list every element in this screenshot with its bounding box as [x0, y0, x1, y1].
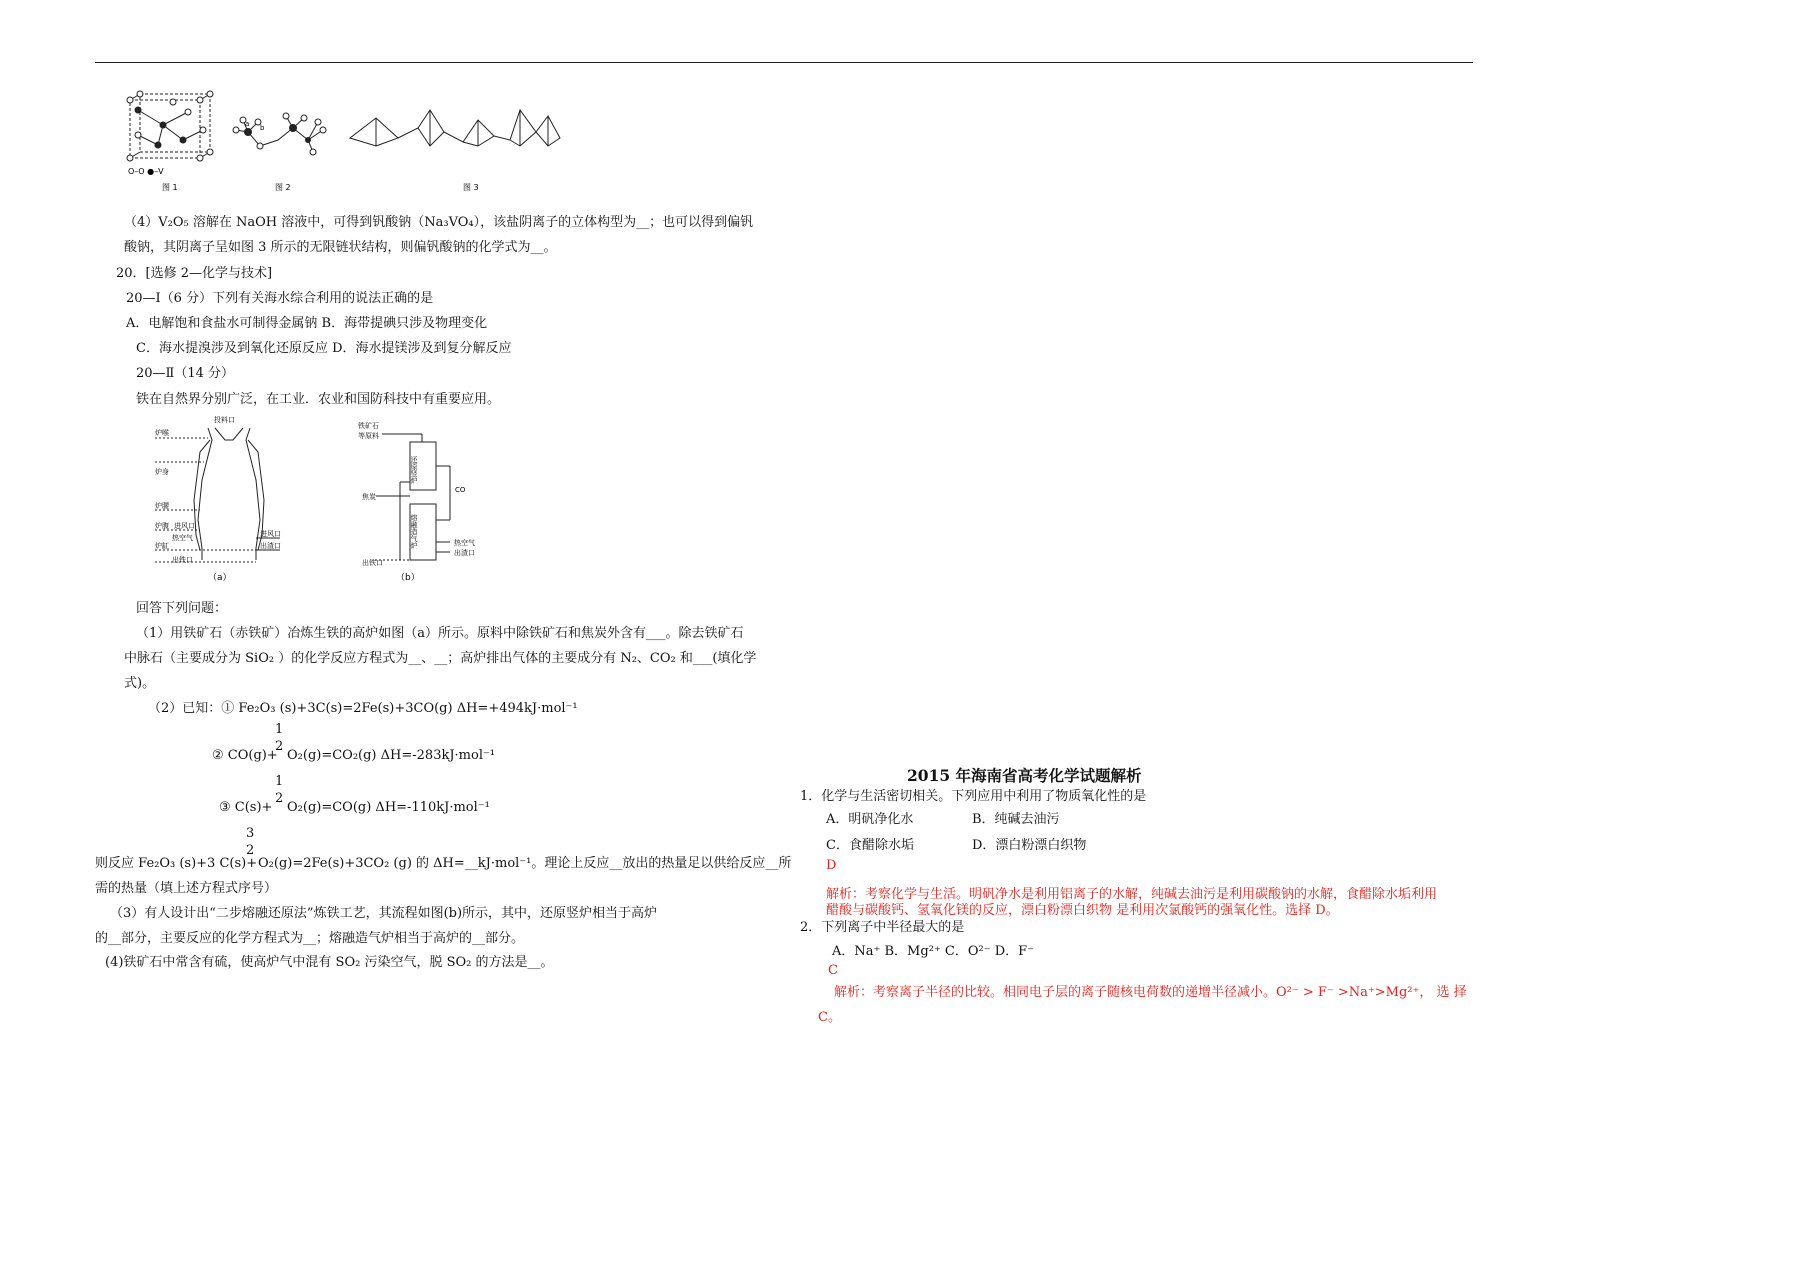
eq3-frac-den: 2 — [275, 791, 284, 806]
fig3-caption: 图 3 — [463, 183, 479, 192]
q1-option-b: B．纯碱去油污 — [972, 812, 1060, 827]
fig-a-label-hot-air: 热空气 — [172, 534, 193, 542]
p1-line2: 中脉石（主要成分为 SiO₂ ）的化学反应方程式为__、__；高炉排出气体的主要成分有 N₂、CO₂ 和___(填化学 — [124, 651, 757, 666]
q2-stem: 2．下列离子中半径最大的是 — [800, 920, 965, 935]
eq3-right: O₂(g)=CO(g) ΔH=-110kJ·mol⁻¹ — [287, 800, 490, 815]
fig-a-label-belly: 炉腰 — [155, 502, 169, 510]
fig-a-label-inlet-right: 进风口 — [260, 530, 281, 538]
q2-explanation-1: 解析：考察离子半径的比较。相同电子层的离子随核电荷数的递增半径减小。O²⁻ > F⁻ >Na⁺>Mg²⁺， 选 择 — [834, 985, 1467, 1000]
fig-b-slag: 出渣口 — [454, 549, 475, 557]
fig-b-shaft-furnace: 还原竖炉 — [410, 456, 418, 484]
q2-answer: C — [828, 963, 838, 978]
fig2-atom-b: b — [260, 124, 265, 132]
p3-line1: （3）有人设计出“二步熔融还原法”炼铁工艺，其流程如图(b)所示，其中，还原竖炉相当于高炉 — [110, 906, 658, 921]
q1-option-a: A．明矾净化水 — [826, 812, 914, 827]
fig2-atom-a: a — [245, 120, 250, 128]
eq2-frac-den: 2 — [275, 739, 284, 754]
q1-answer: D — [826, 858, 837, 873]
p1-line1: （1）用铁矿石（赤铁矿）冶炼生铁的高炉如图（a）所示。原料中除铁矿石和焦炭外含有___。除去铁矿石 — [136, 626, 744, 641]
q4-line2: 酸钠，其阴离子呈如图 3 所示的无限链状结构，则偏钒酸钠的化学式为__。 — [124, 240, 557, 255]
fig-a-label-feed: 投料口 — [214, 416, 235, 424]
fig-b-co: CO — [455, 486, 466, 494]
fig-a-label-slag: 出渣口 — [260, 542, 281, 550]
q2-options: A．Na⁺ B．Mg²⁺ C．O²⁻ D．F⁻ — [832, 944, 1035, 959]
answer-heading: 回答下列问题： — [136, 601, 228, 616]
target-frac-den: 2 — [246, 843, 255, 858]
q1-explanation-1: 解析：考察化学与生活。明矾净水是利用铝离子的水解，纯碱去油污是利用碳酸钠的水解，食醋除水垢利用 — [826, 887, 1438, 902]
fig-b-hot-air: 热空气 — [454, 539, 475, 547]
vanadium-structure-figures — [118, 90, 568, 200]
fig-b-label-ore: 铁矿石 — [358, 422, 379, 430]
q1-explanation-2: 醋酸与碳酸钙、氢氧化镁的反应，漂白粉漂白织物 是利用次氯酸钙的强氧化性。选择 D。 — [826, 903, 1339, 918]
furnace-figures — [150, 410, 500, 588]
fig1-legend: O–O ●–V — [128, 167, 164, 176]
eq3-frac-num: 1 — [275, 774, 284, 789]
p4-line1: (4)铁矿石中常含有硫，使高炉气中混有 SO₂ 污染空气，脱 SO₂ 的方法是__。 — [105, 955, 554, 970]
eq2-left: ② CO(g)+ — [212, 748, 278, 763]
q20-heading: 20．[选修 2—化学与技术] — [116, 266, 273, 281]
q4-line1: （4）V₂O₅ 溶解在 NaOH 溶液中，可得到钒酸钠（Na₃VO₄），该盐阴离子的立体构型为__；也可以得到偏钒 — [124, 215, 754, 230]
fig2-caption: 图 2 — [275, 183, 291, 192]
header-rule — [95, 62, 1473, 63]
page-title: 2015 年海南省高考化学试题解析 — [907, 766, 1142, 785]
q20-intro: 铁在自然界分别广泛，在工业．农业和国防科技中有重要应用。 — [136, 392, 501, 407]
p2-line1: （2）已知：① Fe₂O₃ (s)+3C(s)=2Fe(s)+3CO(g) ΔH=+494kJ·mol⁻¹ — [148, 701, 578, 716]
fig1-caption: 图 1 — [162, 183, 178, 192]
target-frac-num: 3 — [246, 826, 255, 841]
p2-last-line: 需的热量（填上述方程式序号） — [95, 881, 278, 896]
q2-explanation-2: C。 — [818, 1010, 841, 1025]
eq2-right: O₂(g)=CO₂(g) ΔH=-283kJ·mol⁻¹ — [287, 748, 496, 763]
fig-a-label-iron-outlet: 出铁口 — [172, 556, 193, 564]
q1-stem: 1．化学与生活密切相关。下列应用中利用了物质氧化性的是 — [800, 789, 1147, 804]
p3-line2: 的__部分，主要反应的化学方程式为__；熔融造气炉相当于高炉的__部分。 — [95, 931, 525, 946]
fig-b-label-iron: 出铁口 — [362, 559, 383, 567]
eq2-frac-num: 1 — [275, 722, 284, 737]
target-reaction-right: O₂(g)=2Fe(s)+3CO₂ (g) 的 ΔH=__kJ·mol⁻¹。理论上反应__放出的热量足以供给反应__所 — [258, 856, 792, 871]
fig-b-label-raw: 等原料 — [358, 432, 379, 440]
target-reaction-left: 则反应 Fe₂O₃ (s)+3 C(s)+ — [95, 856, 258, 871]
q20-1-stem: 20—Ⅰ（6 分）下列有关海水综合利用的说法正确的是 — [126, 291, 434, 306]
fig-b-label-coke: 焦炭 — [362, 493, 376, 501]
p1-line3: 式)。 — [124, 676, 156, 691]
q20-options-cd: C．海水提溴涉及到氧化还原反应 D．海水提镁涉及到复分解反应 — [136, 341, 512, 356]
fig-a-label-throat: 炉喉 — [155, 429, 169, 437]
fig-a-label-tuyere: 进风口 — [174, 522, 195, 530]
fig-a-caption: （a） — [208, 573, 232, 583]
q20-2-heading: 20—Ⅱ（14 分） — [136, 366, 235, 381]
fig-a-label-shaft: 炉身 — [155, 468, 169, 476]
eq3-left: ③ C(s)+ — [219, 800, 273, 815]
fig-a-label-hearth: 炉缸 — [155, 542, 169, 550]
q20-options-ab: A．电解饱和食盐水可制得金属钠 B．海带提碘只涉及物理变化 — [126, 316, 488, 331]
q1-option-c: C．食醋除水垢 — [826, 838, 914, 853]
fig-b-melter-gasifier: 熔融造气炉 — [410, 514, 418, 549]
fig-a-label-bosh: 炉腹 — [155, 522, 169, 530]
fig-b-caption: （b） — [396, 573, 420, 583]
q1-option-d: D．漂白粉漂白织物 — [972, 838, 1087, 853]
